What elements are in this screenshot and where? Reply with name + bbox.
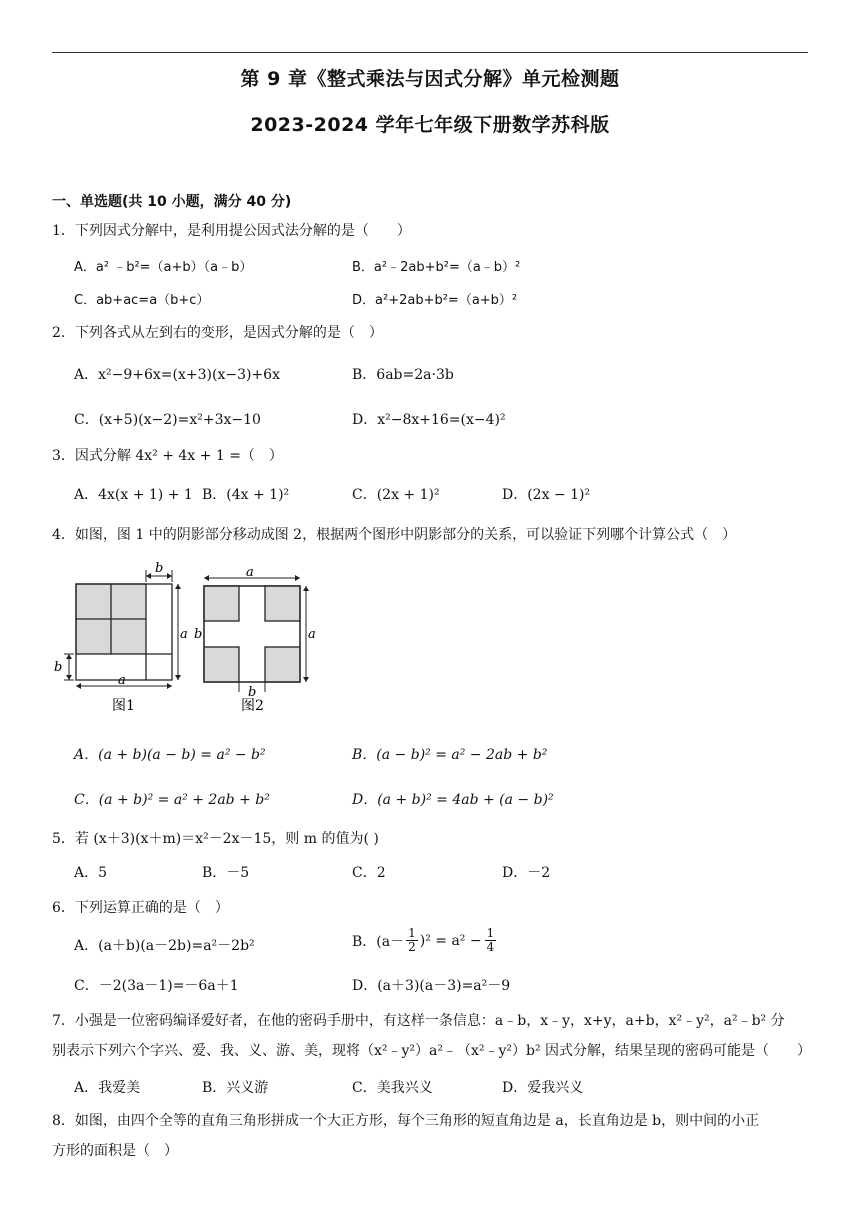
question-7-option-c: C．美我兴义 xyxy=(352,1080,433,1096)
question-3-option-c: C．(2x + 1)² xyxy=(352,487,440,503)
fraction-half: 1 2 xyxy=(408,926,416,954)
question-4-stem: 4．如图，图 1 中的阴影部分移动成图 2，根据两个图形中阴影部分的关系，可以验证下列哪个计算公式（ ） xyxy=(52,527,737,543)
question-7-option-a: A．我爱美 xyxy=(74,1080,141,1096)
fraction-quarter: $\frac{1}{4}$ xyxy=(486,926,495,954)
question-8-line-2: 方形的面积是（ ） xyxy=(52,1143,178,1159)
question-2-option-b: B．6ab=2a·3b xyxy=(352,367,454,383)
fig2-caption: 图2 xyxy=(241,698,264,714)
figure-1 xyxy=(54,561,188,714)
question-8-line-1: 8．如图，由四个全等的直角三角形拼成一个大正方形，每个三角形的短直角边是 a，长直角边是 b，则中间的小正 xyxy=(52,1113,760,1129)
question-7-line-1: 7．小强是一位密码编译爱好者，在他的密码手册中，有这样一条信息：a﹣b，x﹣y，x+y，a+b，x²﹣y²，a²﹣b² 分 xyxy=(52,1013,785,1029)
question-6-option-a: A．(a＋b)(a－2b)=a²－2b² xyxy=(74,938,255,954)
question-3-option-b: B．(4x + 1)² xyxy=(202,487,290,503)
question-5-option-b: B．－5 xyxy=(202,865,250,881)
question-1-option-b: B．a²﹣2ab+b²=（a﹣b）² xyxy=(352,260,521,275)
question-7-option-d: D．爱我兴义 xyxy=(502,1080,584,1096)
figure-2 xyxy=(194,565,316,714)
question-3-option-d: D．(2x − 1)² xyxy=(502,487,591,503)
question-2-option-d: D．x²−8x+16=(x−4)² xyxy=(352,412,506,428)
question-5-option-c: C．2 xyxy=(352,865,386,881)
figure-svg xyxy=(52,560,322,720)
document-subtitle: 2023-2024 学年七年级下册数学苏科版 xyxy=(250,114,610,136)
question-3-stem: 3．因式分解 4x² + 4x + 1 =（ ） xyxy=(52,448,283,464)
question-6-option-d: D．(a＋3)(a－3)=a²－9 xyxy=(352,978,511,994)
fig2-label-a-right: a xyxy=(308,627,316,642)
fig2-label-b-left: b xyxy=(194,627,203,642)
question-3-option-a: A．4x(x + 1) + 1 xyxy=(74,487,193,503)
question-4-option-a: A．(a + b)(a − b) = a² − b² xyxy=(74,747,266,763)
fig2-label-b-bottom: b xyxy=(248,685,257,700)
question-1-option-d: D．a²+2ab+b²=（a+b）² xyxy=(352,293,518,308)
question-6-stem: 6．下列运算正确的是（ ） xyxy=(52,900,229,916)
fig1-label-a-bottom: a xyxy=(118,673,126,688)
question-2-option-a: A．x²−9+6x=(x+3)(x−3)+6x xyxy=(74,367,280,383)
question-6-option-b: B．(a－ 1 2 )² = a² − $\frac{1}{4}$ xyxy=(352,926,495,954)
question-4-option-c: C．(a + b)² = a² + 2ab + b² xyxy=(74,792,270,808)
question-6-option-c: C．－2(3a－1)=－6a＋1 xyxy=(74,978,239,994)
question-5-option-a: A．5 xyxy=(74,865,108,881)
question-4-figure xyxy=(52,560,322,724)
question-7-line-2: 别表示下列六个字兴、爱、我、义、游、美，现将（x²﹣y²）a²﹣（x²﹣y²）b² 因式分解，结果呈现的密码可能是（ ） xyxy=(52,1043,812,1059)
question-1-option-c: C．ab+ac=a（b+c） xyxy=(74,293,210,308)
fig1-label-a-right: a xyxy=(180,627,188,642)
question-8-stem xyxy=(52,1106,812,1166)
question-4-option-d: D．(a + b)² = 4ab + (a − b)² xyxy=(352,792,554,808)
question-7-option-b: B．兴义游 xyxy=(202,1080,269,1096)
question-1-option-a: A．a² ﹣b²=（a+b）（a﹣b） xyxy=(74,260,253,275)
question-2-option-c: C．(x+5)(x−2)=x²+3x−10 xyxy=(74,412,261,428)
fig2-label-a-top: a xyxy=(246,565,254,580)
question-7-stem xyxy=(52,1006,812,1066)
question-5-stem: 5．若 (x＋3)(x＋m)＝x²－2x－15，则 m 的值为( ) xyxy=(52,831,379,847)
document-title: 第 9 章《整式乘法与因式分解》单元检测题 xyxy=(240,68,620,90)
top-rule xyxy=(52,52,808,53)
question-4-option-b: B．(a − b)² = a² − 2ab + b² xyxy=(352,747,548,763)
question-2-stem: 2．下列各式从左到右的变形，是因式分解的是（ ） xyxy=(52,325,383,341)
fig1-label-b-top: b xyxy=(155,561,164,576)
question-5-option-d: D．－2 xyxy=(502,865,551,881)
question-1-stem: 1．下列因式分解中，是利用提公因式法分解的是（ ） xyxy=(52,223,411,239)
fig1-label-b-left: b xyxy=(54,660,63,675)
fig1-caption: 图1 xyxy=(112,698,135,714)
section-heading: 一、单选题(共 10 小题，满分 40 分) xyxy=(52,194,292,210)
